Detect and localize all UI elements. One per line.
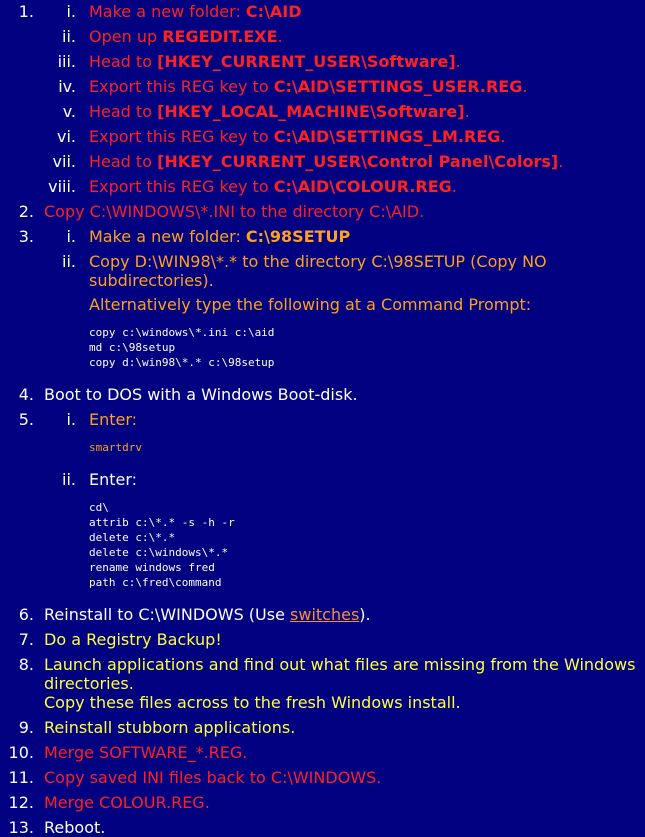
step-text: Export this REG key to C:\AID\COLOUR.REG. (89, 177, 457, 196)
code-block: copy c:\windows\*.ini c:\aid md c:\98setup copy d:\win98\*.* c:\98setup (89, 326, 275, 369)
code-block: cd\ attrib c:\*.* -s -h -r delete c:\*.* delete c:\windows\*.* rename windows fred path c:\fred\command (89, 501, 235, 589)
roman-numeral: ii. (62, 27, 76, 46)
step-number: 12. (8, 793, 34, 812)
step-text: Reinstall to C:\WINDOWS (Use switches). (44, 605, 371, 624)
step-text: Copy saved INI files back to C:\WINDOWS. (44, 768, 382, 787)
step-text: Make a new folder: C:\98SETUP (89, 227, 351, 246)
step-text: Launch applications and find out what files are missing from the Windows directories. (44, 655, 636, 693)
step-text: Make a new folder: C:\AID (89, 2, 302, 21)
step-number: 11. (8, 768, 34, 787)
roman-numeral: viii. (48, 177, 76, 196)
roman-numeral: v. (62, 102, 76, 121)
step-text: Head to [HKEY_CURRENT_USER\Software]. (89, 52, 461, 71)
step-text: Copy C:\WINDOWS\*.INI to the directory C:\AID. (44, 202, 425, 221)
step-text: Copy D:\WIN98\*.* to the directory C:\98SETUP (Copy NO subdirectories). (89, 252, 547, 290)
alternative-text: Alternatively type the following at a Command Prompt: (89, 295, 532, 314)
step-number: 7. (18, 630, 34, 649)
roman-numeral: vi. (57, 127, 76, 146)
step-text: Merge COLOUR.REG. (44, 793, 210, 812)
code-block: smartdrv (89, 441, 142, 454)
step-number: 5. (18, 410, 34, 429)
step-text: Do a Registry Backup! (44, 630, 222, 649)
step-text: Export this REG key to C:\AID\SETTINGS_USER.REG. (89, 77, 528, 96)
step-text-continued: Copy these files across to the fresh Windows install. (44, 693, 461, 712)
step-number: 9. (18, 718, 34, 737)
step-text: Export this REG key to C:\AID\SETTINGS_LM.REG. (89, 127, 506, 146)
roman-numeral: ii. (62, 470, 76, 489)
step-number: 1. (18, 2, 34, 21)
step-text: Enter: (89, 470, 138, 489)
step-number: 6. (18, 605, 34, 624)
step-text: Head to [HKEY_CURRENT_USER\Control Panel\Colors]. (89, 152, 564, 171)
step-number: 13. (8, 818, 34, 837)
switches-link[interactable]: switches (290, 605, 360, 624)
roman-numeral: i. (66, 410, 76, 429)
roman-numeral: i. (66, 2, 76, 21)
step-text: Head to [HKEY_LOCAL_MACHINE\Software]. (89, 102, 470, 121)
step-number: 10. (8, 743, 34, 762)
step-number: 4. (18, 385, 34, 404)
step-text: Reinstall stubborn applications. (44, 718, 296, 737)
step-text: Merge SOFTWARE_*.REG. (44, 743, 248, 762)
roman-numeral: ii. (62, 252, 76, 271)
step-text: Open up REGEDIT.EXE. (89, 27, 283, 46)
roman-numeral: i. (66, 227, 76, 246)
roman-numeral: iv. (58, 77, 76, 96)
step-text: Enter: (89, 410, 138, 429)
step-text: Reboot. (44, 818, 106, 837)
step-number: 3. (18, 227, 34, 246)
roman-numeral: vii. (52, 152, 76, 171)
roman-numeral: iii. (57, 52, 76, 71)
step-number: 2. (18, 202, 34, 221)
step-text: Boot to DOS with a Windows Boot-disk. (44, 385, 358, 404)
step-number: 8. (18, 655, 34, 674)
